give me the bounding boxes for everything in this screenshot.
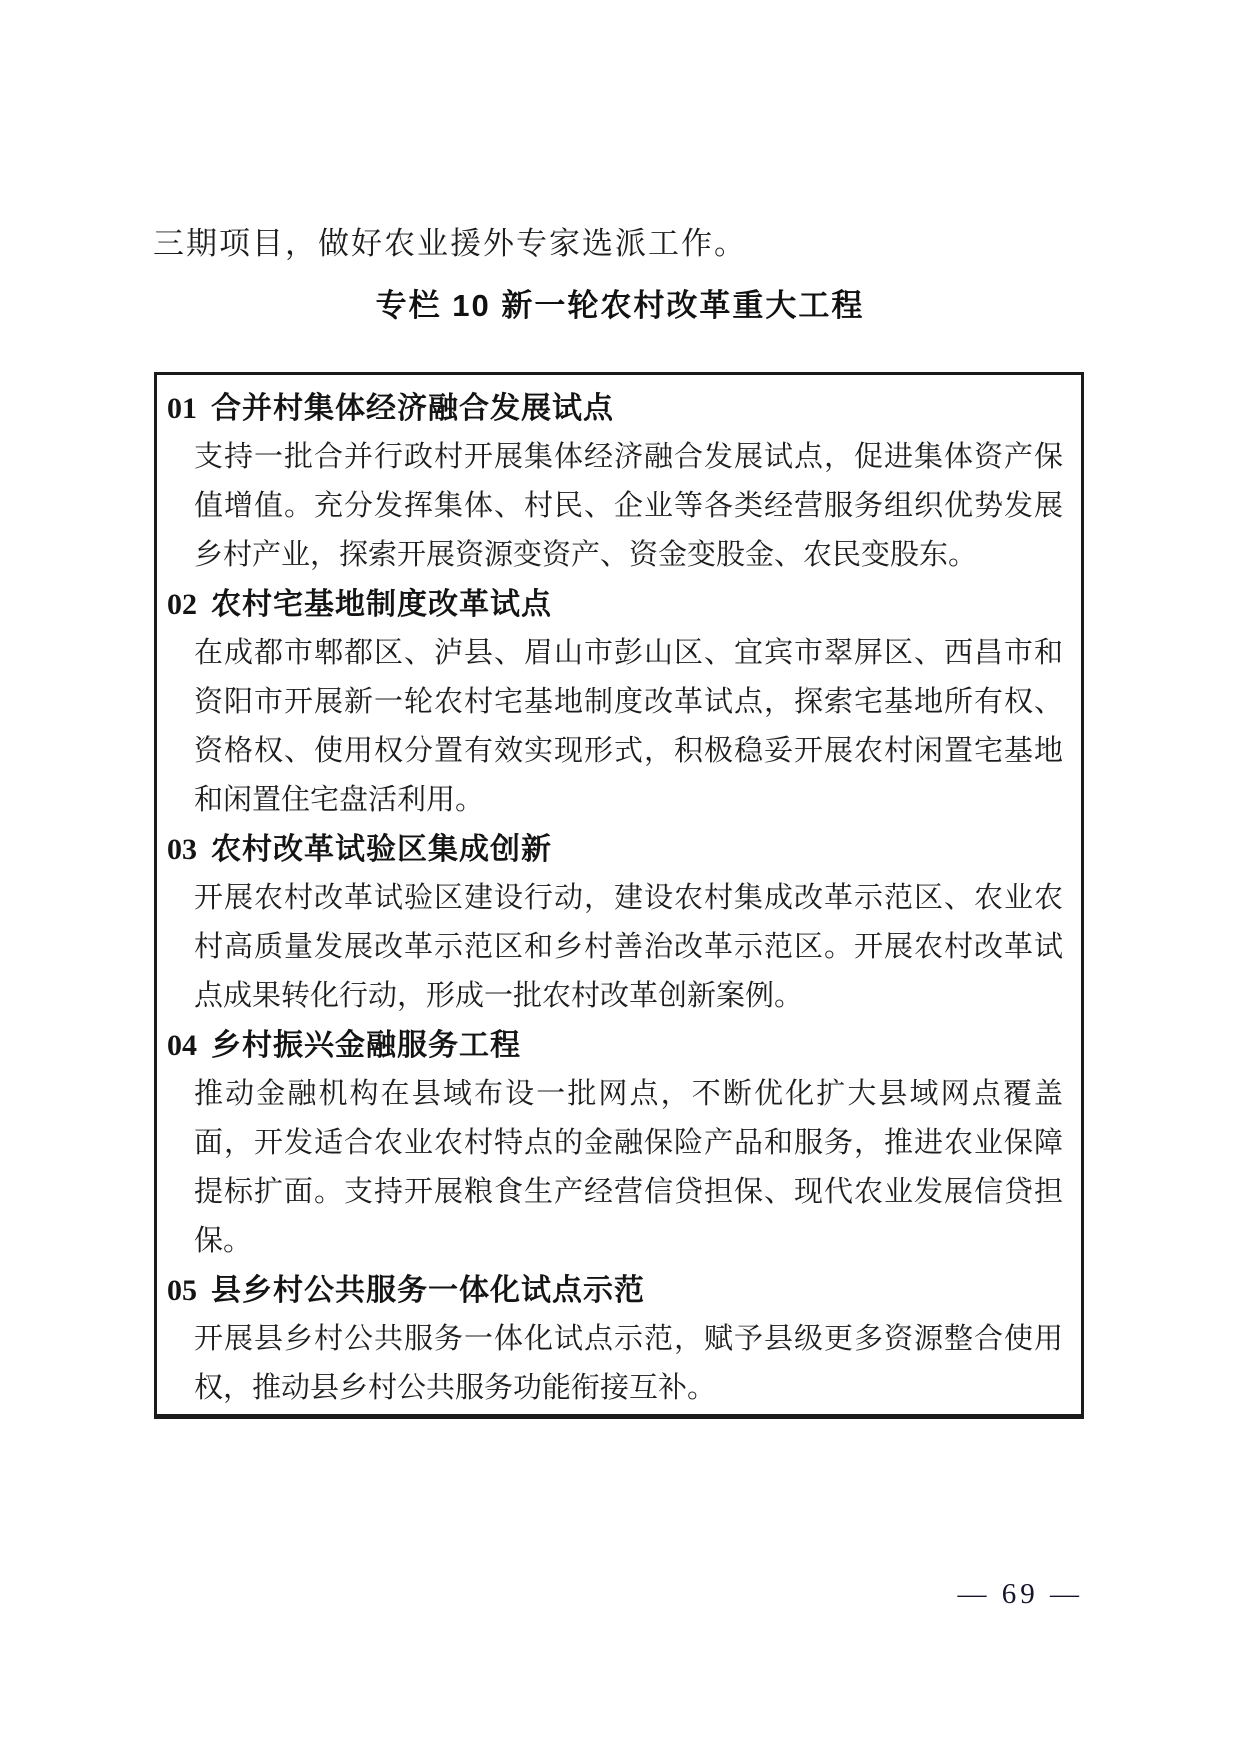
item-heading-row	[167, 580, 1063, 629]
item-heading-row	[167, 825, 1063, 874]
panel-title: 专栏 10 新一轮农村改革重大工程	[375, 288, 865, 323]
item-body: 推动金融机构在县域布设一批网点，不断优化扩大县域网点覆盖面，开发适合农业农村特点的金融保险产品和服务，推进农业保障提标扩面。支持开展粮食生产经营信贷担保、现代农业发展信贷担保。	[194, 1078, 1063, 1257]
item-heading-row	[167, 384, 1063, 433]
item-number: 05	[167, 1274, 197, 1307]
item-heading: 农村宅基地制度改革试点	[211, 588, 552, 621]
item-heading: 农村改革试验区集成创新	[211, 833, 552, 866]
item-number: 03	[167, 833, 197, 866]
item-heading: 县乡村公共服务一体化试点示范	[211, 1274, 645, 1307]
item-body: 开展农村改革试验区建设行动，建设农村集成改革示范区、农业农村高质量发展改革示范区和乡村善治改革示范区。开展农村改革试点成果转化行动，形成一批农村改革创新案例。	[194, 882, 1063, 1012]
item-heading: 乡村振兴金融服务工程	[211, 1029, 521, 1062]
panel-item-04	[167, 1021, 1063, 1266]
item-body: 开展县乡村公共服务一体化试点示范，赋予县级更多资源整合使用权，推动县乡村公共服务功能衔接互补。	[194, 1323, 1063, 1404]
item-body: 支持一批合并行政村开展集体经济融合发展试点，促进集体资产保值增值。充分发挥集体、村民、企业等各类经营服务组织优势发展乡村产业，探索开展资源变资产、资金变股金、农民变股东。	[194, 441, 1063, 571]
reform-projects-panel	[154, 372, 1084, 1419]
item-heading-row	[167, 1021, 1063, 1070]
panel-item-02	[167, 580, 1063, 825]
item-heading-row	[167, 1266, 1063, 1315]
page-number: — 69 —	[957, 1578, 1083, 1610]
item-body: 在成都市郫都区、泸县、眉山市彭山区、宜宾市翠屏区、西昌市和资阳市开展新一轮农村宅基地制度改革试点，探索宅基地所有权、资格权、使用权分置有效实现形式，积极稳妥开展农村闲置宅基地和闲置住宅盘活利用。	[194, 637, 1063, 816]
item-heading: 合并村集体经济融合发展试点	[211, 392, 614, 425]
intro-paragraph: 三期项目，做好农业援外专家选派工作。	[153, 226, 747, 261]
item-number: 02	[167, 588, 197, 621]
panel-item-03	[167, 825, 1063, 1021]
item-number: 01	[167, 392, 197, 425]
item-number: 04	[167, 1029, 197, 1062]
panel-item-05	[167, 1266, 1063, 1413]
panel-item-01	[167, 384, 1063, 580]
